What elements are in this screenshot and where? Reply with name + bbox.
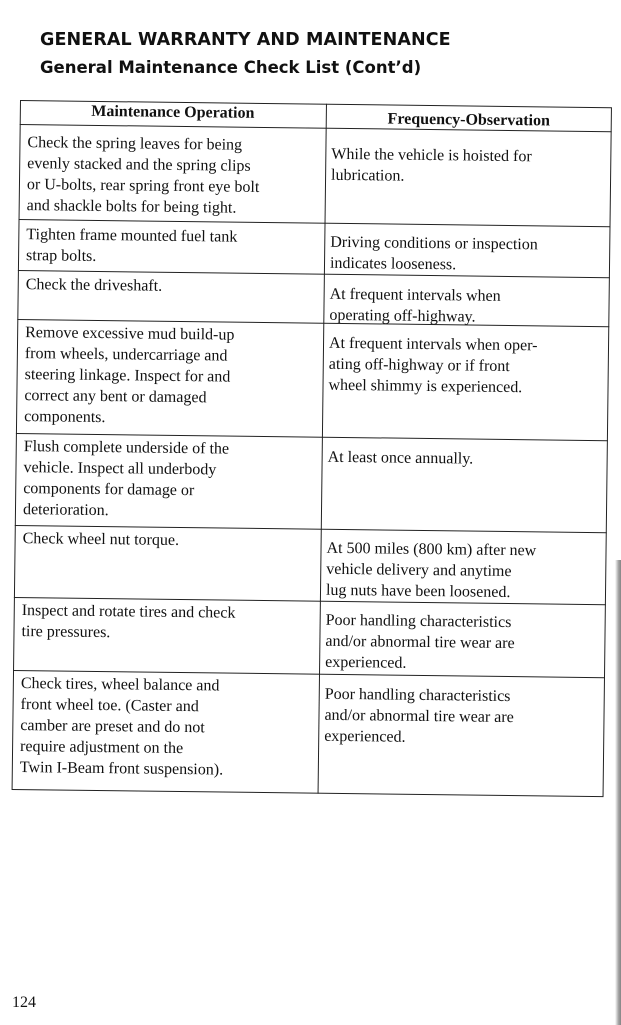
row-2-operation: Tighten frame mounted fuel tank strap bolts. <box>25 226 238 265</box>
column-header-frequency: Frequency-Observation <box>387 110 551 130</box>
page-number: 124 <box>12 994 36 1011</box>
row-4-operation: Remove excessive mud build-up from wheels, undercarriage and steering linkage. Inspect for and correct any bent or damaged components. <box>24 324 235 427</box>
row-2-frequency: Driving conditions or inspection indicates looseness. <box>329 233 538 274</box>
row-8-operation: Check tires, wheel balance and front wheel toe. (Caster and camber are preset and do not require adjustment on the Twin I-Beam front suspension). <box>19 675 224 779</box>
row-1-frequency: While the vehicle is hoisted for lubrication. <box>330 145 532 185</box>
page-title: GENERAL WARRANTY AND MAINTENANCE <box>40 30 451 50</box>
row-7-operation: Inspect and rotate tires and check tire pressures. <box>21 602 236 642</box>
page-edge-shadow <box>615 560 621 1025</box>
column-header-operation: Maintenance Operation <box>91 102 255 122</box>
row-6-operation: Check wheel nut torque. <box>22 530 180 549</box>
row-5-operation: Flush complete underside of the vehicle. Inspect all underbody components for damage or deterioration. <box>22 438 230 520</box>
page-subtitle: General Maintenance Check List (Cont’d) <box>40 58 422 77</box>
row-3-operation: Check the driveshaft. <box>25 276 163 295</box>
row-4-frequency: At frequent intervals when oper- ating off-highway or if front wheel shimmy is experienced. <box>328 334 538 397</box>
row-5-frequency: At least once annually. <box>327 448 474 468</box>
row-6-frequency: At 500 miles (800 km) after new vehicle delivery and anytime lug nuts have been loosened. <box>325 539 537 602</box>
row-8-frequency: Poor handling characteristics and/or abnormal tire wear are experienced. <box>324 685 514 746</box>
row-1-operation: Check the spring leaves for being evenly stacked and the spring clips or U-bolts, rear spring front eye bolt and shackle bolts for being tight. <box>26 134 260 217</box>
maintenance-table <box>12 100 612 797</box>
row-3-frequency: At frequent intervals when operating off-highway. <box>329 285 501 326</box>
row-7-frequency: Poor handling characteristics and/or abnormal tire wear are experienced. <box>325 611 515 672</box>
